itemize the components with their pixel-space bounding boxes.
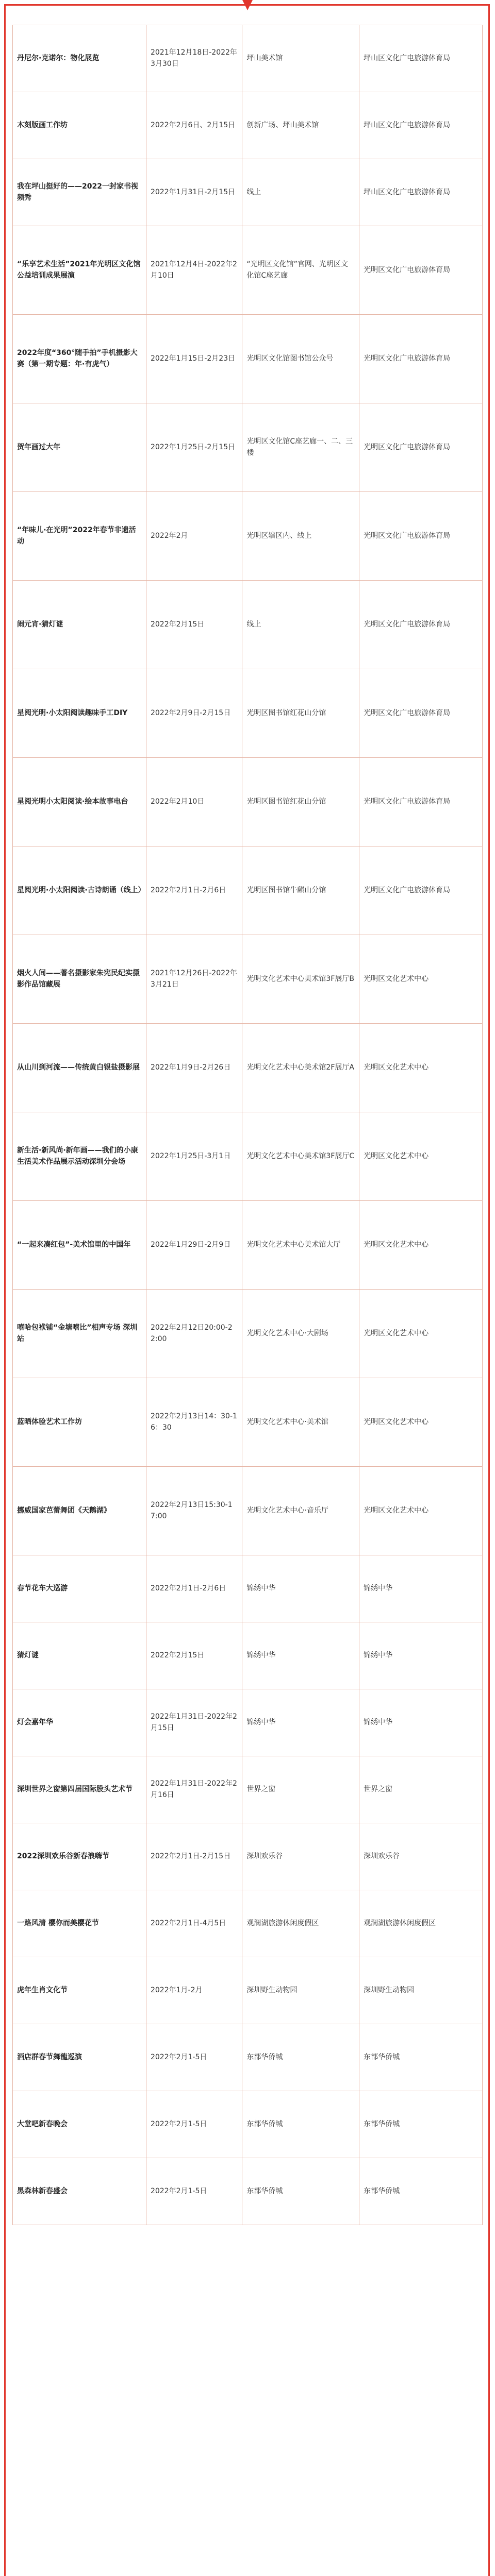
event-name-cell: 猜灯谜 [13,1622,146,1689]
event-venue-cell: 光明文化艺术中心美术馆2F展厅A [242,1024,359,1112]
event-organizer-cell: 锦绣中华 [359,1622,483,1689]
event-name-cell: 灯会嘉年华 [13,1689,146,1756]
event-organizer-cell: 光明区文化广电旅游体育局 [359,758,483,846]
event-venue-cell: “光明区文化馆”官网、光明区文化馆C座艺廊 [242,226,359,315]
event-organizer-cell: 光明区文化广电旅游体育局 [359,315,483,403]
event-organizer-cell: 光明区文化广电旅游体育局 [359,581,483,669]
table-row [13,403,483,492]
event-venue-cell: 光明文化艺术中心·大剧场 [242,1290,359,1378]
event-date-cell: 2022年2月1日-2月6日 [146,1555,242,1622]
event-venue-cell: 锦绣中华 [242,1622,359,1689]
event-date-cell: 2022年2月1日-2月6日 [146,846,242,935]
table-row [13,669,483,758]
event-venue-cell: 东部华侨城 [242,2158,359,2225]
table-row [13,1378,483,1467]
event-date-cell: 2022年1月9日-2月26日 [146,1024,242,1112]
event-date-cell: 2022年1月25日-2月15日 [146,403,242,492]
event-name-cell: 黑森林新春盛会 [13,2158,146,2225]
event-name-cell: 嘻哈包袱铺“金塘嘻比”相声专场 深圳站 [13,1290,146,1378]
event-organizer-cell: 观澜湖旅游休闲度假区 [359,1890,483,1957]
event-name-cell: 挪威国家芭蕾舞团《天鹅湖》 [13,1467,146,1555]
event-date-cell: 2022年1月-2月 [146,1957,242,2024]
event-name-cell: 2022年度“360°随手拍”手机摄影大赛（第一期专题：年·有虎气） [13,315,146,403]
event-venue-cell: 东部华侨城 [242,2024,359,2091]
event-name-cell: 深圳世界之窗第四届国际股头艺术节 [13,1756,146,1823]
event-venue-cell: 线上 [242,159,359,226]
event-venue-cell: 坪山美术馆 [242,25,359,92]
event-organizer-cell: 光明区文化艺术中心 [359,1201,483,1290]
event-name-cell: 春节花车大巡游 [13,1555,146,1622]
event-venue-cell: 深圳欢乐谷 [242,1823,359,1890]
event-date-cell: 2022年2月 [146,492,242,581]
event-organizer-cell: 光明区文化艺术中心 [359,1024,483,1112]
event-venue-cell: 光明文化艺术中心·音乐厅 [242,1467,359,1555]
event-organizer-cell: 光明区文化艺术中心 [359,1290,483,1378]
table-row [13,1622,483,1689]
event-date-cell: 2022年2月1-5日 [146,2158,242,2225]
table-row [13,1689,483,1756]
table-row [13,2024,483,2091]
table-row [13,2158,483,2225]
event-organizer-cell: 光明区文化艺术中心 [359,935,483,1024]
event-venue-cell: 锦绣中华 [242,1689,359,1756]
event-organizer-cell: 东部华侨城 [359,2158,483,2225]
event-venue-cell: 光明区文化馆C座艺廊一、二、三楼 [242,403,359,492]
event-date-cell: 2022年2月15日 [146,1622,242,1689]
table-row [13,935,483,1024]
event-name-cell: 木刻版画工作坊 [13,92,146,159]
table-row [13,846,483,935]
event-name-cell: “年味儿·在光明”2022年春节非遗活动 [13,492,146,581]
table-row [13,1756,483,1823]
event-venue-cell: 光明文化艺术中心美术馆3F展厅B [242,935,359,1024]
event-date-cell: 2022年2月12日20:00-22:00 [146,1290,242,1378]
event-organizer-cell: 东部华侨城 [359,2091,483,2158]
table-row [13,2091,483,2158]
event-name-cell: 闹元宵·猜灯谜 [13,581,146,669]
event-date-cell: 2022年2月13日15:30-17:00 [146,1467,242,1555]
event-name-cell: “乐享艺术生活”2021年光明区文化馆公益培训成果展演 [13,226,146,315]
table-row [13,758,483,846]
event-organizer-cell: 光明区文化艺术中心 [359,1467,483,1555]
event-organizer-cell: 坪山区文化广电旅游体育局 [359,159,483,226]
event-name-cell: 丹尼尔·克诺尔：物化展览 [13,25,146,92]
event-organizer-cell: 光明区文化广电旅游体育局 [359,846,483,935]
table-row [13,1890,483,1957]
event-organizer-cell: 深圳欢乐谷 [359,1823,483,1890]
event-venue-cell: 东部华侨城 [242,2091,359,2158]
event-name-cell: “一起来凑红包”-美术馆里的中国年 [13,1201,146,1290]
event-date-cell: 2022年2月15日 [146,581,242,669]
event-organizer-cell: 锦绣中华 [359,1689,483,1756]
event-date-cell: 2022年2月1-5日 [146,2024,242,2091]
event-date-cell: 2022年2月1日-4月5日 [146,1890,242,1957]
table-row [13,25,483,92]
top-ornament-icon [240,0,255,11]
event-date-cell: 2022年2月6日、2月15日 [146,92,242,159]
event-date-cell: 2022年1月31日-2022年2月16日 [146,1756,242,1823]
event-name-cell: 酒店群春节舞龍巡演 [13,2024,146,2091]
events-table [12,25,483,2225]
event-date-cell: 2022年2月10日 [146,758,242,846]
event-name-cell: 我在坪山挺好的——2022一封家书视频秀 [13,159,146,226]
event-date-cell: 2021年12月26日-2022年3月21日 [146,935,242,1024]
event-organizer-cell: 光明区文化广电旅游体育局 [359,403,483,492]
event-organizer-cell: 锦绣中华 [359,1555,483,1622]
table-row [13,1112,483,1201]
event-organizer-cell: 东部华侨城 [359,2024,483,2091]
event-date-cell: 2021年12月4日-2022年2月10日 [146,226,242,315]
event-organizer-cell: 深圳野生动物园 [359,1957,483,2024]
table-row [13,1290,483,1378]
event-venue-cell: 光明区文化馆图书馆公众号 [242,315,359,403]
event-venue-cell: 世界之窗 [242,1756,359,1823]
table-row [13,1823,483,1890]
event-name-cell: 虎年生肖文化节 [13,1957,146,2024]
event-organizer-cell: 光明区文化广电旅游体育局 [359,492,483,581]
table-row [13,1555,483,1622]
table-row [13,159,483,226]
event-date-cell: 2022年1月31日-2月15日 [146,159,242,226]
event-venue-cell: 创新广场、坪山美术馆 [242,92,359,159]
table-row [13,581,483,669]
event-venue-cell: 光明文化艺术中心美术馆3F展厅C [242,1112,359,1201]
table-row [13,315,483,403]
event-date-cell: 2022年2月13日14：30-16：30 [146,1378,242,1467]
event-name-cell: 大堂吧新春晚会 [13,2091,146,2158]
event-organizer-cell: 坪山区文化广电旅游体育局 [359,25,483,92]
event-name-cell: 一路风清 樱你而美樱花节 [13,1890,146,1957]
event-name-cell: 贺年画过大年 [13,403,146,492]
event-date-cell: 2022年1月31日-2022年2月15日 [146,1689,242,1756]
event-venue-cell: 锦绣中华 [242,1555,359,1622]
event-venue-cell: 光明区图书馆牛麒山分馆 [242,846,359,935]
event-date-cell: 2022年1月15日-2月23日 [146,315,242,403]
event-organizer-cell: 光明区文化广电旅游体育局 [359,226,483,315]
event-date-cell: 2022年2月1-5日 [146,2091,242,2158]
event-venue-cell: 光明区图书馆红花山分馆 [242,758,359,846]
event-organizer-cell: 光明区文化艺术中心 [359,1112,483,1201]
table-row [13,226,483,315]
event-name-cell: 烟火人间——著名摄影家朱宪民纪实摄影作品馆藏展 [13,935,146,1024]
event-date-cell: 2022年2月9日-2月15日 [146,669,242,758]
event-venue-cell: 深圳野生动物园 [242,1957,359,2024]
event-name-cell: 新生活·新风尚·新年画——我们的小康生活美术作品展示活动深圳分会场 [13,1112,146,1201]
table-row [13,1201,483,1290]
event-name-cell: 从山川到河流——传统黄白银盐摄影展 [13,1024,146,1112]
table-row [13,1024,483,1112]
table-row [13,492,483,581]
event-name-cell: 蓝晒体验艺术工作坊 [13,1378,146,1467]
event-name-cell: 星阅光明小太阳阅读·绘本故事电台 [13,758,146,846]
event-organizer-cell: 坪山区文化广电旅游体育局 [359,92,483,159]
event-date-cell: 2022年1月29日-2月9日 [146,1201,242,1290]
table-row [13,1957,483,2024]
event-venue-cell: 观澜湖旅游休闲度假区 [242,1890,359,1957]
event-date-cell: 2021年12月18日-2022年3月30日 [146,25,242,92]
event-date-cell: 2022年1月25日-3月1日 [146,1112,242,1201]
event-venue-cell: 光明区图书馆红花山分馆 [242,669,359,758]
event-date-cell: 2022年2月1日-2月15日 [146,1823,242,1890]
event-organizer-cell: 世界之窗 [359,1756,483,1823]
event-venue-cell: 光明区辖区内、线上 [242,492,359,581]
event-venue-cell: 线上 [242,581,359,669]
event-name-cell: 星阅光明·小太阳阅读趣味手工DIY [13,669,146,758]
event-name-cell: 2022深圳欢乐谷新春浪嗨节 [13,1823,146,1890]
table-row [13,1467,483,1555]
event-organizer-cell: 光明区文化广电旅游体育局 [359,669,483,758]
table-row [13,92,483,159]
event-name-cell: 星阅光明·小太阳阅读·古诗朗诵（线上） [13,846,146,935]
event-venue-cell: 光明文化艺术中心·美术馆 [242,1378,359,1467]
event-organizer-cell: 光明区文化艺术中心 [359,1378,483,1467]
event-venue-cell: 光明文化艺术中心美术馆大厅 [242,1201,359,1290]
